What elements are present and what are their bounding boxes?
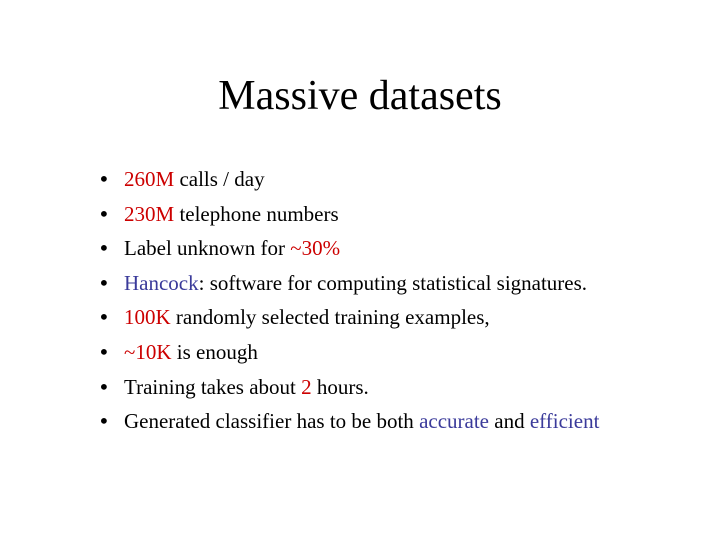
- bullet-text-segment: efficient: [529, 409, 600, 434]
- bullet-text-segment: 260M: [124, 167, 175, 191]
- bullet-icon: •: [98, 305, 110, 330]
- bullet-icon: •: [98, 374, 110, 399]
- bullet-text-segment: 2: [301, 374, 312, 399]
- bullet-item: [98, 404, 599, 439]
- bullet-text-segment: ~30%: [290, 236, 341, 261]
- bullet-list: [98, 162, 599, 439]
- bullet-text-segment: calls / day: [174, 167, 265, 191]
- bullet-item: [98, 266, 599, 301]
- bullet-text-segment: 230M: [124, 201, 175, 226]
- bullet-icon: •: [98, 270, 110, 295]
- bullet-text-segment: hours.: [311, 374, 369, 399]
- bullet-text-segment: Training takes about: [124, 374, 302, 399]
- bullet-text-segment: is enough: [171, 339, 258, 364]
- bullet-text-segment: and: [489, 409, 530, 434]
- bullet-text-segment: Label unknown for: [124, 236, 291, 261]
- bullet-icon: •: [98, 339, 110, 364]
- bullet-icon: •: [98, 167, 110, 191]
- bullet-text-segment: : software for computing statistical signatures.: [198, 270, 588, 295]
- bullet-item: [98, 162, 599, 197]
- bullet-text-segment: ~10K: [124, 339, 172, 364]
- bullet-text-segment: Hancock: [124, 270, 199, 295]
- bullet-text-segment: accurate: [419, 409, 489, 434]
- bullet-item: [98, 335, 599, 370]
- bullet-item: [98, 231, 599, 266]
- slide-title: Massive datasets: [218, 73, 502, 119]
- bullet-text-segment: telephone numbers: [174, 201, 339, 226]
- bullet-text-segment: Generated classifier has to be both: [124, 409, 420, 434]
- bullet-text-segment: 100K: [124, 305, 171, 330]
- bullet-icon: •: [98, 201, 110, 226]
- bullet-icon: •: [98, 236, 110, 261]
- bullet-icon: •: [98, 409, 110, 434]
- bullet-item: [98, 197, 599, 232]
- bullet-item: [98, 300, 599, 335]
- bullet-item: [98, 370, 599, 405]
- bullet-text-segment: randomly selected training examples,: [170, 305, 490, 330]
